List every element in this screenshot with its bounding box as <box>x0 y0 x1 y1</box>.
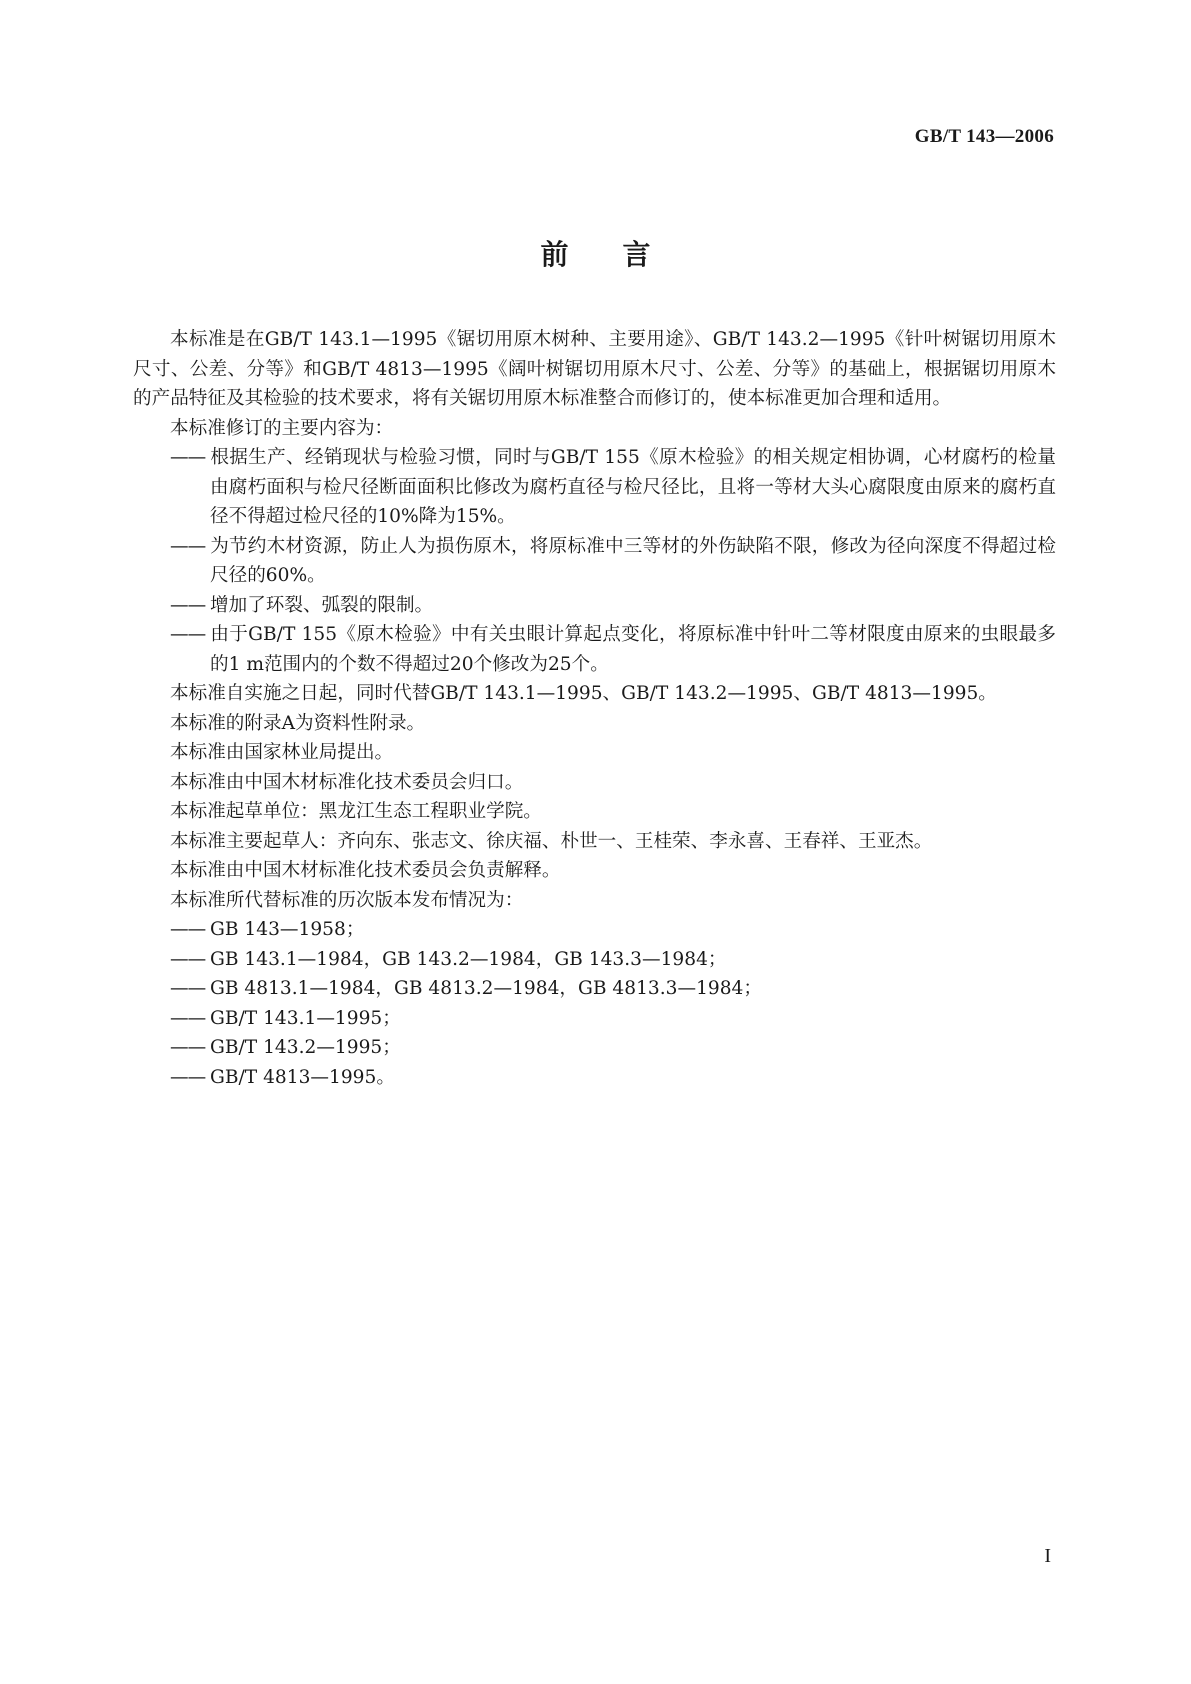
revision-item <box>170 443 1056 532</box>
version-text: GB 143—1958； <box>210 919 365 940</box>
version-text: GB/T 4813—1995。 <box>210 1066 395 1088</box>
statement-centralized-by: 本标准由中国木材标准化技术委员会归口。 <box>170 771 524 793</box>
dash-marker: —— <box>170 447 206 468</box>
statement-interpretation: 本标准由中国木材标准化技术委员会负责解释。 <box>170 860 561 881</box>
version-item <box>170 1033 1056 1063</box>
statement-drafting-unit: 本标准起草单位：黑龙江生态工程职业学院。 <box>170 801 542 822</box>
version-text: GB/T 143.1—1995； <box>210 1007 401 1029</box>
version-item <box>170 915 1056 945</box>
version-item <box>170 1004 1056 1034</box>
revision-text: 由于GB/T 155《原木检验》中有关虫眼计算起点变化，将原标准中针叶二等材限度由原来的虫眼最多的1 m范围内的个数不得超过20个修改为25个。 <box>210 624 1056 675</box>
revision-item <box>170 620 1056 679</box>
revision-text: 为节约木材资源，防止人为损伤原木，将原标准中三等材的外伤缺陷不限，修改为径向深度不得超过检尺径的60%。 <box>210 535 1056 586</box>
revision-item <box>170 591 1056 621</box>
revision-item <box>170 532 1056 591</box>
dash-marker: —— <box>170 1037 206 1058</box>
foreword-body <box>133 325 1056 1092</box>
dash-marker: —— <box>170 624 206 645</box>
revision-text: 根据生产、经销现状与检验习惯，同时与GB/T 155《原木检验》的相关规定相协调，心材腐朽的检量由腐朽面积与检尺径断面面积比修改为腐朽直径与检尺径比，且将一等材大头心腐限度由原来的腐朽直径不得超过检尺径的10%降为15%。 <box>210 447 1056 527</box>
dash-marker: —— <box>170 1007 206 1029</box>
statement-proposed-by: 本标准由国家林业局提出。 <box>170 742 394 763</box>
version-text: GB 143.1—1984，GB 143.2—1984，GB 143.3—1984； <box>210 948 727 970</box>
revision-text: 增加了环裂、弧裂的限制。 <box>210 594 434 616</box>
revision-heading: 本标准修订的主要内容为： <box>170 417 394 439</box>
version-text: GB/T 143.2—1995； <box>210 1037 401 1058</box>
version-item <box>170 974 1056 1004</box>
page-number: I <box>1044 1545 1051 1567</box>
version-item <box>170 945 1056 975</box>
version-text: GB 4813.1—1984，GB 4813.2—1984，GB 4813.3—1984； <box>210 978 762 999</box>
statement-drafters: 本标准主要起草人：齐向东、张志文、徐庆福、朴世一、王桂荣、李永喜、王春祥、王亚杰。 <box>170 830 933 852</box>
dash-marker: —— <box>170 1066 206 1088</box>
dash-marker: —— <box>170 535 206 557</box>
standard-code: GB/T 143—2006 <box>914 126 1054 147</box>
statement-appendix: 本标准的附录A为资料性附录。 <box>170 712 426 734</box>
dash-marker: —— <box>170 919 206 940</box>
intro-paragraph: 本标准是在GB/T 143.1—1995《锯切用原木树种、主要用途》、GB/T 143.2—1995《针叶树锯切用原木尺寸、公差、分等》和GB/T 4813—1995《阔叶树锯切用原木尺寸、公差、分等》的基础上，根据锯切用原木的产品特征及其检验的技术要求，将有关锯切用原木标准整合而修订的，使本标准更加合理和适用。 <box>133 329 1056 409</box>
page-title: 前言 <box>540 238 705 271</box>
dash-marker: —— <box>170 948 206 970</box>
version-item <box>170 1063 1056 1093</box>
dash-marker: —— <box>170 978 206 999</box>
dash-marker: —— <box>170 594 206 616</box>
statement-version-history: 本标准所代替标准的历次版本发布情况为： <box>170 889 524 911</box>
statement-supersedes: 本标准自实施之日起，同时代替GB/T 143.1—1995、GB/T 143.2—1995、GB/T 4813—1995。 <box>170 683 997 704</box>
